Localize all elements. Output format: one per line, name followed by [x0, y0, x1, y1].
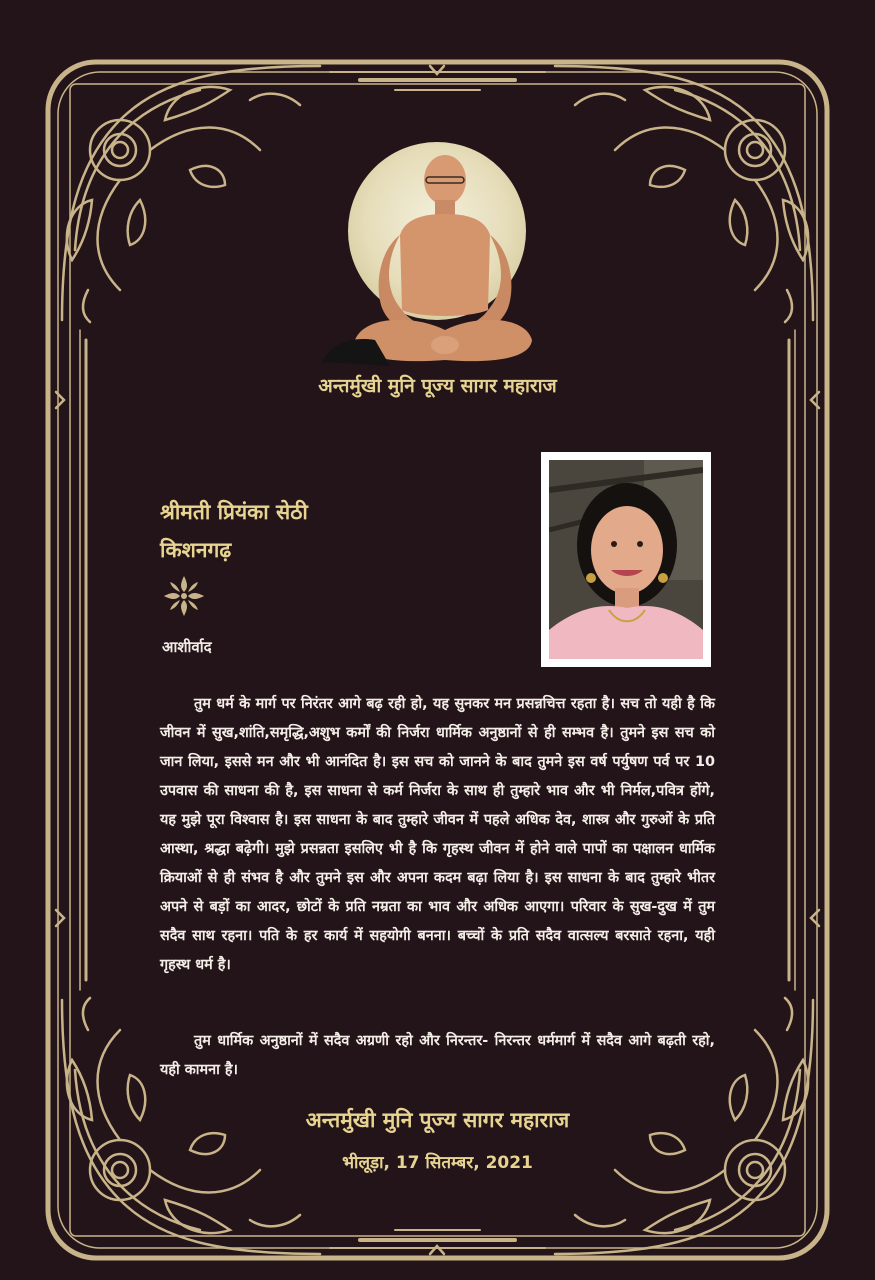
recipient-name: श्रीमती प्रियंका सेठी [160, 500, 308, 524]
floral-ornament-icon [162, 574, 206, 618]
woman-portrait-image [549, 460, 703, 659]
recipient-photo [541, 452, 711, 667]
place-date: भीलूड़ा, 17 सितम्बर, 2021 [342, 1153, 533, 1173]
blessing-label: आशीर्वाद [162, 638, 212, 656]
message-paragraph-2: तुम धार्मिक अनुष्ठानों में सदैव अग्रणी रहो और निरन्तर- निरन्तर धर्ममार्ग में सदैव आगे बढ़ती रहो, यही कामना है। [160, 1033, 715, 1078]
signature: अन्तर्मुखी मुनि पूज्य सागर महाराज [305, 1108, 570, 1132]
recipient-city: किशनगढ़ [160, 538, 232, 562]
message-paragraph-1: तुम धर्म के मार्ग पर निरंतर आगे बढ़ रही हो, यह सुनकर मन प्रसन्नचित्त रहता है। सच तो यही है कि जीवन में सुख,शांति,समृद्धि,अशुभ कर्मों की निर्जरा धार्मिक अनुष्ठानों से ही सम्भव है। तुमने इस सच को जान लिया, इससे मन और भी आनंदित है। इस सच को जानने के बाद तुमने इस वर्ष पर्युषण पर्व पर 10 उपवास की साधना की है, इस साधना से कर्म निर्जरा के साथ ही तुम्हारे भाव और भी निर्मल,पवित्र होंगे, यह मुझे पूरा विश्वास है। इस साधना के बाद तुम्हारे जीवन में पहले अधिक देव, शास्त्र और गुरुओं के प्रति आस्था, श्रद्धा बढ़ेगी। मुझे प्रसन्नता इसलिए भी है कि गृहस्थ जीवन में होने वाले पापों का पक्षालन धार्मिक क्रियाओं से ही संभव है और तुमने इस और अपना कदम बढ़ा लिया है। इस साधना के बाद तुम्हारे भीतर अपने से बड़ों का आदर, छोटों के प्रति नम्रता का भाव और अधिक आएगा। परिवार के सुख-दुख में तुम सदैव साथ रहना। पति के हर कार्य में सहयोगी बनना। बच्चों के प्रति सदैव वात्सल्य बरसाते रहना, यही गृहस्थ धर्म है। [160, 696, 715, 973]
guru-portrait [320, 140, 535, 370]
seated-monk-figure [320, 140, 535, 370]
guru-title: अन्तर्मुखी मुनि पूज्य सागर महाराज [318, 375, 557, 397]
